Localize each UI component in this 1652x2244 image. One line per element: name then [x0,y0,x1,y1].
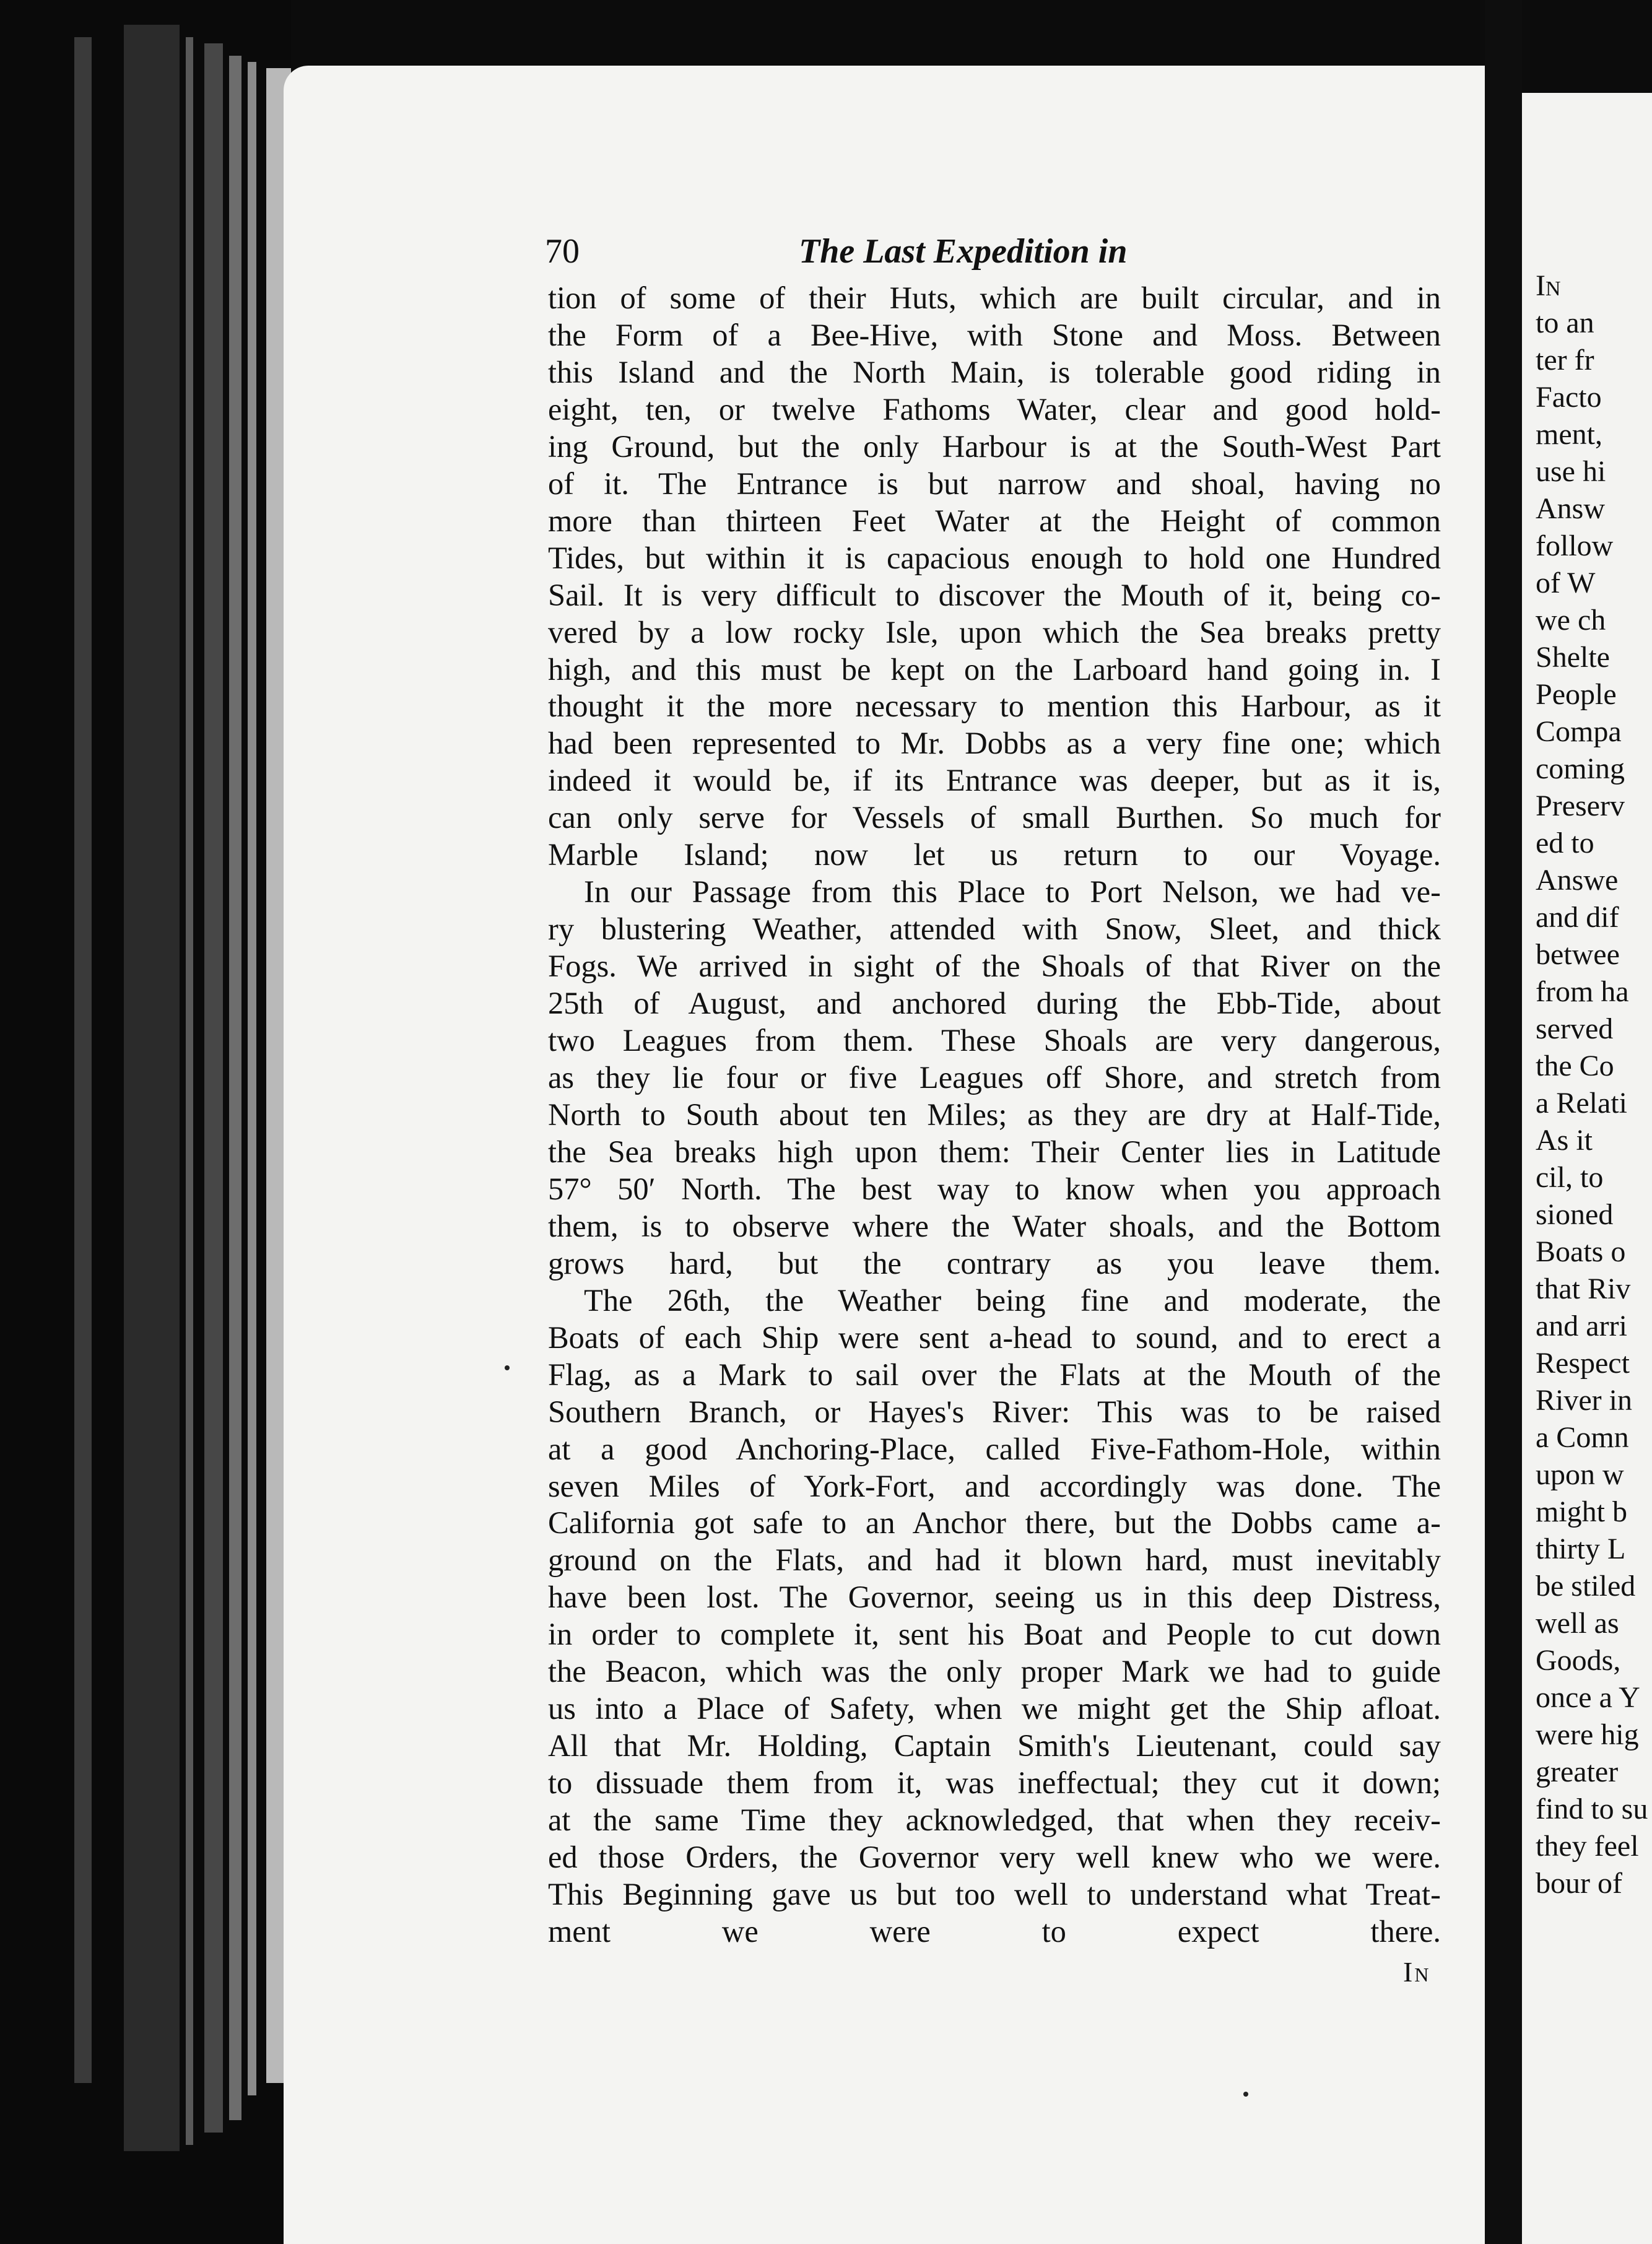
ink-speck [505,1365,510,1370]
text-line: 57° 50′ North. The best way to know when you approach [548,1171,1441,1206]
facing-text-fragment: In [1536,269,1561,302]
text-line: thought it the more necessary to mention this Harbour, as it [548,689,1441,724]
page-number: 70 [545,232,580,271]
facing-text-fragment: greater [1536,1755,1619,1788]
text-line: have been lost. The Governor, seeing us in this deep Distress, [548,1580,1441,1615]
facing-text-fragment: and arri [1536,1310,1627,1342]
text-line: California got safe to an Anchor there, but the Dobbs came a- [548,1505,1441,1541]
text-line: ground on the Flats, and had it blown hard, must inevitably [548,1542,1441,1578]
facing-text-fragment: As it [1536,1124,1593,1157]
text-line: can only serve for Vessels of small Burthen. So much for [548,800,1441,835]
facing-text-fragment: Boats o [1536,1235,1626,1268]
text-line: Sail. It is very difficult to discover the Mouth of it, being co- [548,577,1441,612]
facing-text-fragment: Goods, [1536,1644,1621,1677]
facing-text-fragment: thirty L [1536,1533,1626,1565]
text-line: Southern Branch, or Hayes's River: This was to be raised [548,1394,1441,1429]
facing-text-fragment: ment, [1536,418,1602,451]
text-line: this Island and the North Main, is tolerable good riding in [548,354,1441,389]
text-line: Marble Island; now let us return to our Voyage. [548,837,1441,872]
facing-text-fragment: be stiled [1536,1570,1636,1603]
facing-text-fragment: a Comn [1536,1421,1629,1454]
text-line: ed those Orders, the Governor very well knew who we were. [548,1840,1441,1875]
paragraph-start-line: The 26th, the Weather being fine and moderate, the [584,1282,1441,1318]
facing-text-fragment: from ha [1536,975,1629,1008]
facing-text-fragment: we ch [1536,604,1606,637]
facing-text-fragment: might b [1536,1495,1628,1528]
text-line: North to South about ten Miles; as they are dry at Half-Tide, [548,1097,1441,1132]
text-line: ment we were to expect there. [548,1913,1441,1949]
facing-text-fragment: Shelte [1536,641,1610,674]
text-line: the Beacon, which was the only proper Mark we had to guide [548,1654,1441,1689]
text-line: us into a Place of Safety, when we might get the Ship afloat. [548,1691,1441,1726]
facing-text-fragment: cil, to [1536,1161,1604,1194]
facing-text-fragment: were hig [1536,1718,1639,1751]
text-line: All that Mr. Holding, Captain Smith's Lieutenant, could say [548,1728,1441,1763]
text-line: at a good Anchoring-Place, called Five-Fathom-Hole, within [548,1431,1441,1466]
text-line: more than thirteen Feet Water at the Height of common [548,503,1441,538]
facing-text-fragment: betwee [1536,938,1620,971]
text-line: ry blustering Weather, attended with Snow, Sleet, and thick [548,911,1441,947]
facing-text-fragment: coming [1536,752,1625,785]
text-line: two Leagues from them. These Shoals are very dangerous, [548,1023,1441,1058]
facing-text-fragment: they feel [1536,1830,1639,1863]
facing-text-fragment: Facto [1536,381,1602,414]
text-line: eight, ten, or twelve Fathoms Water, clear and good hold- [548,391,1441,427]
text-line: to dissuade them from it, was ineffectual; they cut it down; [548,1765,1441,1801]
text-line: the Form of a Bee-Hive, with Stone and Moss. Between [548,317,1441,352]
facing-text-fragment: once a Y [1536,1681,1640,1714]
text-line: Fogs. We arrived in sight of the Shoals of that River on the [548,949,1441,984]
facing-text-fragment: to an [1536,307,1594,339]
facing-text-fragment: Answ [1536,492,1606,525]
facing-text-fragment: sioned [1536,1198,1614,1231]
facing-text-fragment: and dif [1536,901,1619,934]
text-line: 25th of August, and anchored during the Ebb-Tide, about [548,986,1441,1021]
text-line: high, and this must be kept on the Larboard hand going in. I [548,651,1441,687]
text-line: of it. The Entrance is but narrow and shoal, having no [548,466,1441,501]
facing-text-fragment: Compa [1536,715,1622,748]
facing-text-fragment: the Co [1536,1050,1614,1082]
text-line: them, is to observe where the Water shoals, and the Bottom [548,1208,1441,1243]
facing-text-fragment: find to su [1536,1793,1648,1825]
text-line: vered by a low rocky Isle, upon which the Sea breaks pretty [548,614,1441,650]
facing-text-fragment: well as [1536,1607,1619,1640]
facing-text-fragment: People [1536,678,1617,711]
text-line: the Sea breaks high upon them: Their Center lies in Latitude [548,1134,1441,1169]
text-line: ing Ground, but the only Harbour is at the South-West Part [548,428,1441,464]
facing-text-fragment: served [1536,1012,1614,1045]
ink-speck [1243,2092,1248,2097]
text-line: Boats of each Ship were sent a-head to sound, and to erect a [548,1320,1441,1355]
facing-text-fragment: follow [1536,529,1614,562]
text-line: at the same Time they acknowledged, that when they receiv- [548,1803,1441,1838]
text-line: as they lie four or five Leagues off Shore, and stretch from [548,1060,1441,1095]
facing-text-fragment: upon w [1536,1458,1624,1491]
facing-text-fragment: bour of [1536,1867,1622,1900]
facing-text-fragment: Preserv [1536,789,1625,822]
body-text [548,280,1441,1950]
text-line: This Beginning gave us but too well to understand what Treat- [548,1876,1441,1911]
facing-text-fragment: Respect [1536,1347,1630,1380]
paragraph-start-line: In our Passage from this Place to Port Nelson, we had ve- [584,874,1441,910]
facing-text-fragment: use hi [1536,455,1606,488]
text-line: in order to complete it, sent his Boat and People to cut down [548,1617,1441,1652]
facing-text-fragment: Answe [1536,864,1619,897]
text-line: seven Miles of York-Fort, and accordingly was done. The [548,1468,1441,1503]
facing-text-fragment: that Riv [1536,1272,1631,1305]
catchword: In [1403,1956,1431,1988]
text-line: Flag, as a Mark to sail over the Flats at the Mouth of the [548,1357,1441,1392]
text-line: indeed it would be, if its Entrance was deeper, but as it is, [548,763,1441,798]
facing-text-fragment: ed to [1536,827,1594,859]
running-title: The Last Expedition in [799,232,1128,271]
facing-page [1522,93,1652,2244]
text-line: tion of some of their Huts, which are built circular, and in [548,280,1441,315]
text-line: had been represented to Mr. Dobbs as a very fine one; which [548,726,1441,761]
facing-text-fragment: a Relati [1536,1087,1627,1120]
text-line: Tides, but within it is capacious enough to hold one Hundred [548,540,1441,575]
facing-text-fragment: River in [1536,1384,1632,1417]
facing-text-fragment: of W [1536,567,1596,599]
text-line: grows hard, but the contrary as you leave them. [548,1245,1441,1281]
facing-text-fragment: ter fr [1536,344,1594,376]
book-binding [0,0,291,2244]
page-gutter [1485,0,1522,2244]
